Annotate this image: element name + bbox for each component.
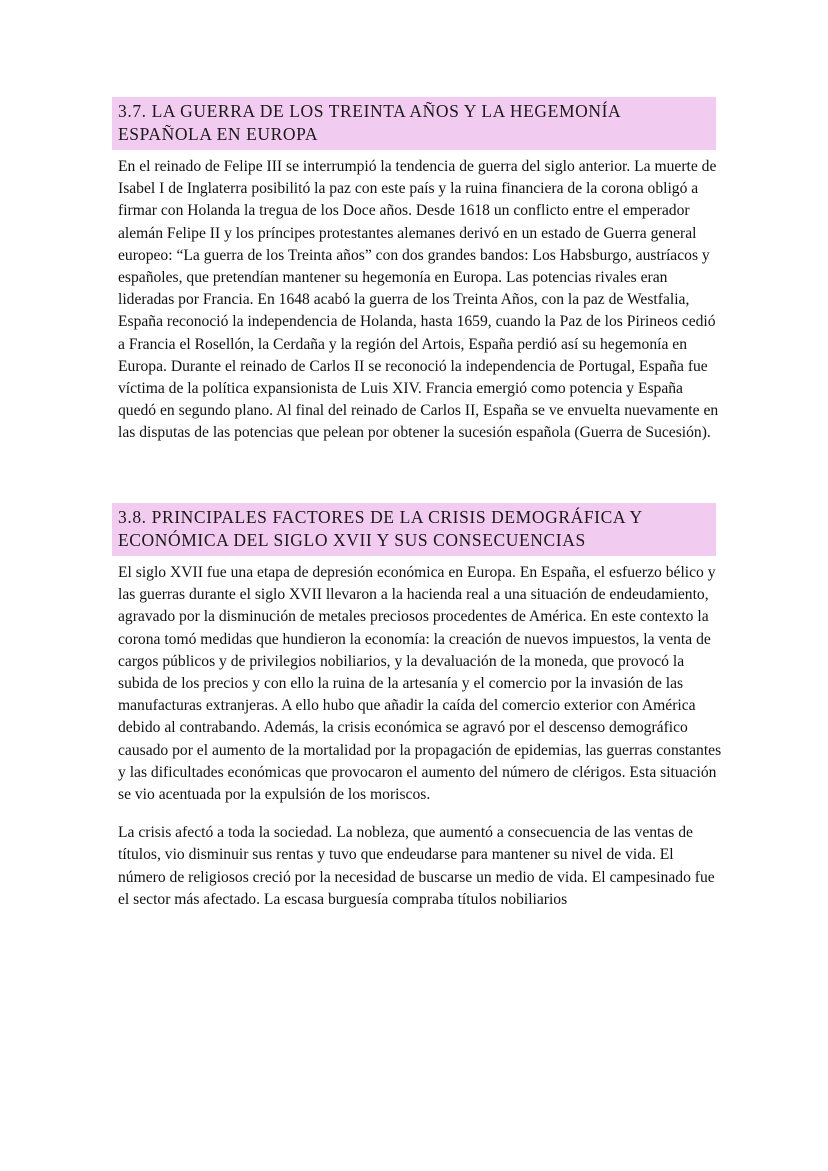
paragraph: En el reinado de Felipe III se interrumpió la tendencia de guerra del siglo anterior. La muerte de Isabel I de Inglaterra posibilitó la paz con este país y la ruina financiera de la corona obligó a firmar con Holanda la tregua de los Doce años. Desde 1618 un conflicto entre el emperador alemán Felipe II y los príncipes protestantes alemanes derivó en un estado de Guerra general europeo: “La guerra de los Treinta años” con dos grandes bandos: Los Habsburgo, austríacos y españoles, que pretendían mantener su hegemonía en Europa. Las potencias rivales eran lideradas por Francia. En 1648 acabó la guerra de los Treinta Años, con la paz de Westfalia, España reconoció la independencia de Holanda, hasta 1659, cuando la Paz de los Pirineos cedió a Francia el Rosellón, la Cerdaña y la región del Artois, España perdió así su hegemonía en Europa. Durante el reinado de Carlos II se reconoció la independencia de Portugal, España fue víctima de la política expansionista de Luis XIV. Francia emergió como potencia y España quedó en segundo plano. Al final del reinado de Carlos II, España se ve envuelta nuevamente en las disputas de las potencias que pelean por obtener la sucesión española (Guerra de Sucesión). (118, 158, 719, 442)
section-heading: 3.8. PRINCIPALES FACTORES DE LA CRISIS DEMOGRÁFICA Y ECONÓMICA DEL SIGLO XVII Y SUS CONSECUENCIAS (112, 503, 716, 556)
section-3-7 (112, 97, 719, 445)
section-heading: 3.7. LA GUERRA DE LOS TREINTA AÑOS Y LA HEGEMONÍA ESPAÑOLA EN EUROPA (112, 97, 716, 150)
paragraph: El siglo XVII fue una etapa de depresión económica en Europa. En España, el esfuerzo bélico y las guerras durante el siglo XVII llevaron a la hacienda real a una situación de endeudamiento, agravado por la disminución de metales preciosos procedentes de América. En este contexto la corona tomó medidas que hundieron la economía: la creación de nuevos impuestos, la venta de cargos públicos y de privilegios nobiliarios, y la devaluación de la moneda, que provocó la subida de los precios y con ello la ruina de la artesanía y el comercio por la invasión de las manufacturas extranjeras. A ello hubo que añadir la caída del comercio exterior con América debido al contrabando. Además, la crisis económica se agravó por el descenso demográfico causado por el aumento de la mortalidad por la propagación de epidemias, las guerras constantes y las dificultades económicas que provocaron el aumento del número de clérigos. Esta situación se vio acentuada por la expulsión de los moriscos. (118, 564, 722, 804)
section-3-8 (112, 503, 722, 911)
paragraph: La crisis afectó a toda la sociedad. La nobleza, que aumentó a consecuencia de las ventas de títulos, vio disminuir sus rentas y tuvo que endeudarse para mantener su nivel de vida. El número de religiosos creció por la necesidad de buscarse un medio de vida. El campesinado fue el sector más afectado. La escasa burguesía compraba títulos nobiliarios (118, 824, 715, 908)
